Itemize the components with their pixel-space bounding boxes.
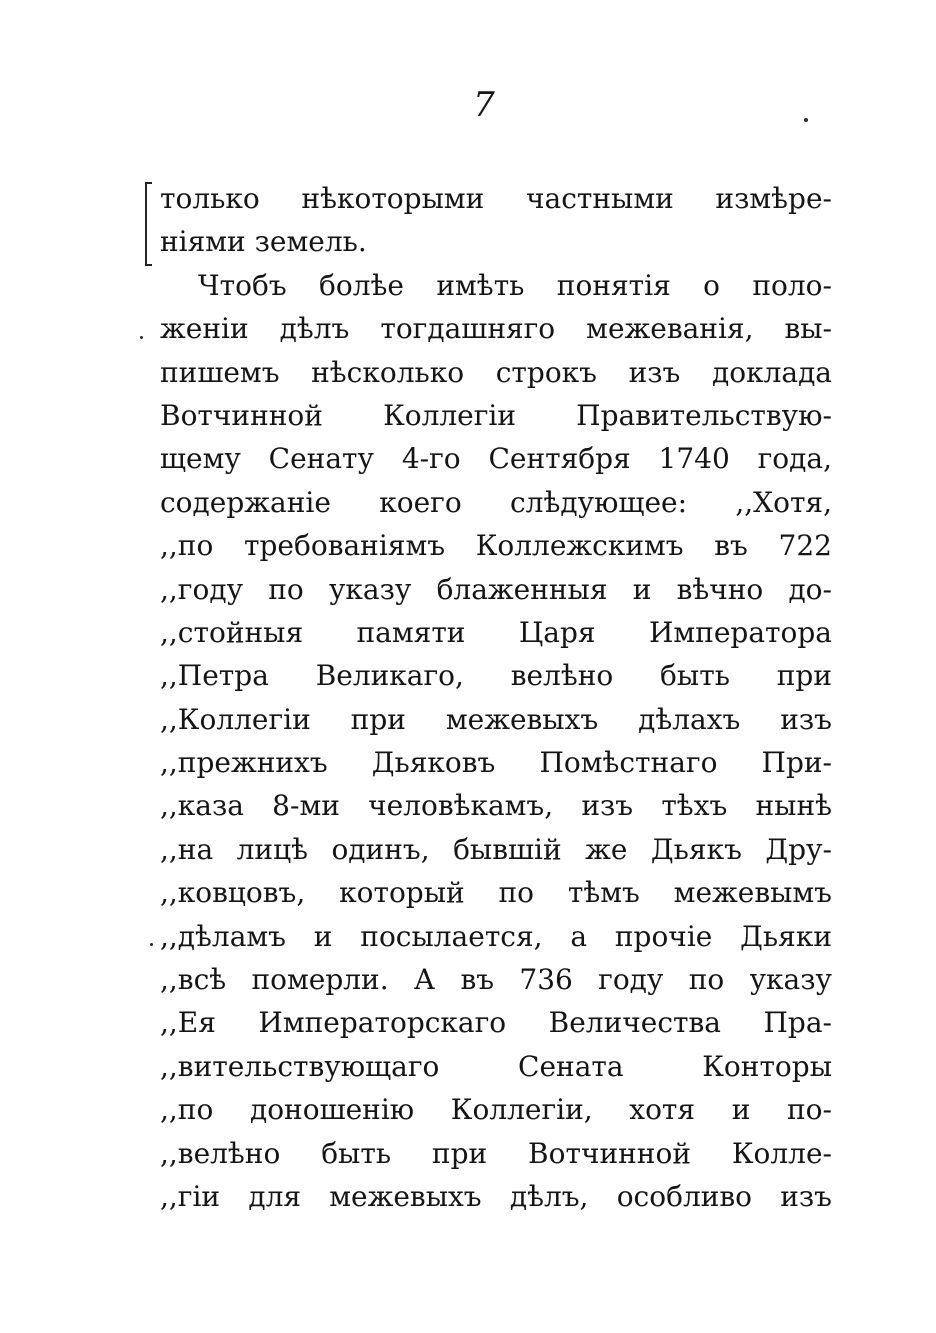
body-text xyxy=(160,177,832,1218)
text-line: ,,прежнихъ Дьяковъ Помѣстнаго При- xyxy=(160,746,832,780)
text-line: ,,по требованіямъ Коллежскимъ въ 722 xyxy=(160,529,832,563)
print-speck xyxy=(150,943,153,946)
print-speck xyxy=(140,336,143,339)
text-line: ,,Петра Великаго, велѣно быть при xyxy=(160,659,832,693)
paragraph xyxy=(160,264,832,1219)
text-line: ,,стойныя памяти Царя Императора xyxy=(160,615,832,649)
print-speck xyxy=(804,118,808,122)
text-line: ,,всѣ померли. А въ 736 году по указу xyxy=(160,963,832,997)
text-line: ,,ковцовъ, который по тѣмъ межевымъ xyxy=(160,876,832,910)
text-line: содержаніе коего слѣдующее: ,,Хотя, xyxy=(160,485,832,519)
margin-bracket xyxy=(145,182,152,266)
page-number: 7 xyxy=(473,85,495,125)
text-line: ,,дѣламъ и посылается, а прочіе Дьяки xyxy=(160,919,832,953)
text-line: Чтобъ болѣе имѣть понятія о поло- xyxy=(198,268,832,302)
text-line: ,,велѣно быть при Вотчинной Колле- xyxy=(160,1136,832,1170)
paragraph xyxy=(160,177,832,264)
text-line: пишемъ нѣсколько строкъ изъ доклада xyxy=(160,355,832,389)
text-line: ,,каза 8-ми человѣкамъ, изъ тѣхъ нынѣ xyxy=(160,789,832,823)
text-line: ,,на лицѣ одинъ, бывшій же Дьякъ Дру- xyxy=(160,832,832,866)
text-line: ніями земель. xyxy=(160,225,367,259)
text-line: ,,году по указу блаженныя и вѣчно до- xyxy=(160,572,832,606)
text-line: Вотчинной Коллегіи Правительствую- xyxy=(160,398,832,432)
text-line: ,,Коллегіи при межевыхъ дѣлахъ изъ xyxy=(160,702,832,736)
text-line: женіи дѣлъ тогдашняго межеванія, вы- xyxy=(160,312,832,346)
text-line: щему Сенату 4-го Сентября 1740 года, xyxy=(160,442,832,476)
text-line: ,,гіи для межевыхъ дѣлъ, особливо изъ xyxy=(160,1179,832,1213)
text-line: ,,Ея Императорскаго Величества Пра- xyxy=(160,1006,832,1040)
text-line: ,,вительствующаго Сената Конторы xyxy=(160,1049,832,1083)
text-line: только нѣкоторыми частными измѣре- xyxy=(160,182,832,215)
text-line: ,,по доношенію Коллегіи, хотя и по- xyxy=(160,1093,832,1127)
